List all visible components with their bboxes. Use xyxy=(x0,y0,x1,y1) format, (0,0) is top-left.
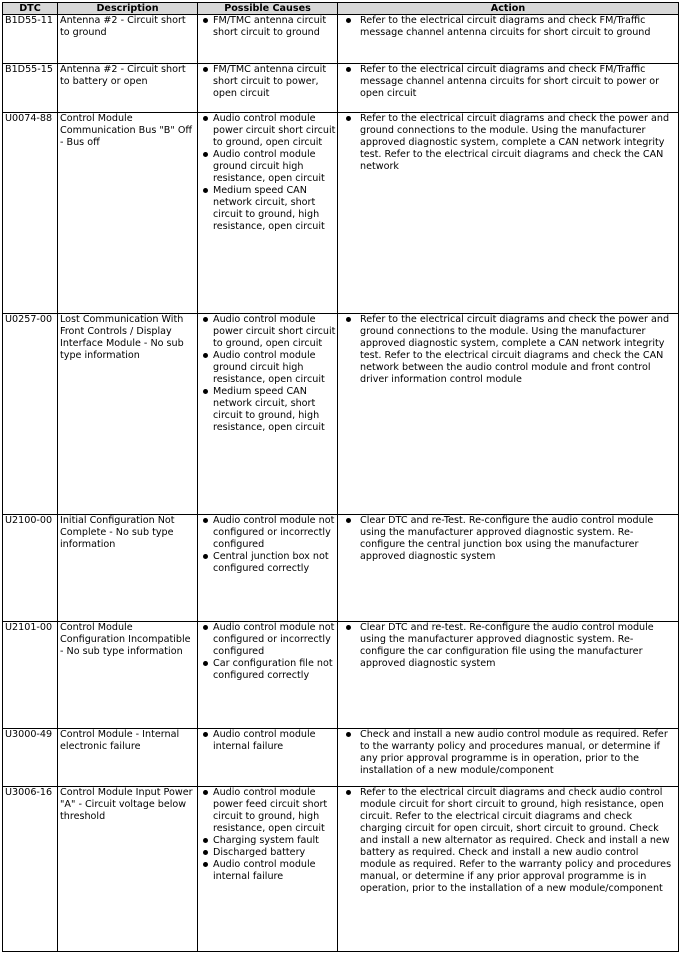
possible-cause-item: Audio control module power feed circuit short circuit to ground, high resistance, open circuit xyxy=(200,787,336,835)
dtc-description: Control Module Configuration Incompatible - No sub type information xyxy=(58,622,198,729)
action-cell xyxy=(338,15,679,64)
dtc-code: U0257-00 xyxy=(3,314,58,515)
dtc-code: B1D55-15 xyxy=(3,64,58,113)
possible-causes-list xyxy=(200,729,336,753)
table-body xyxy=(3,15,679,952)
table-row xyxy=(3,515,679,622)
possible-causes-list xyxy=(200,113,336,233)
table-row xyxy=(3,787,679,952)
table-row xyxy=(3,622,679,729)
possible-cause-item: Discharged battery xyxy=(200,847,336,859)
possible-causes-list xyxy=(200,622,336,682)
action-list xyxy=(340,515,677,563)
possible-cause-item: FM/TMC antenna circuit short circuit to power, open circuit xyxy=(200,64,336,100)
possible-causes-list xyxy=(200,15,336,39)
action-item: Refer to the electrical circuit diagrams and check the power and ground connections to the module. Using the manufacturer approved diagnostic system, complete a CAN network integrity test. Refer to the electrical circuit diagrams and check the CAN network between the audio control module and front control driver information control module xyxy=(340,314,677,386)
action-list xyxy=(340,64,677,100)
possible-causes-cell xyxy=(198,64,338,113)
possible-cause-item: Medium speed CAN network circuit, short circuit to ground, high resistance, open circuit xyxy=(200,386,336,434)
table-header xyxy=(3,3,679,15)
action-list xyxy=(340,113,677,173)
possible-causes-cell xyxy=(198,314,338,515)
dtc-description: Lost Communication With Front Controls / Display Interface Module - No sub type information xyxy=(58,314,198,515)
dtc-code: U3000-49 xyxy=(3,729,58,787)
possible-cause-item: Audio control module internal failure xyxy=(200,859,336,883)
possible-causes-cell xyxy=(198,622,338,729)
action-cell xyxy=(338,515,679,622)
dtc-description: Control Module Input Power "A" - Circuit voltage below threshold xyxy=(58,787,198,952)
dtc-table xyxy=(2,2,679,952)
header-possible-causes: Possible Causes xyxy=(198,3,338,15)
action-list xyxy=(340,314,677,386)
action-cell xyxy=(338,787,679,952)
action-cell xyxy=(338,314,679,515)
possible-causes-cell xyxy=(198,729,338,787)
header-action: Action xyxy=(338,3,679,15)
possible-cause-item: Car configuration file not configured correctly xyxy=(200,658,336,682)
dtc-description: Initial Configuration Not Complete - No sub type information xyxy=(58,515,198,622)
action-cell xyxy=(338,113,679,314)
header-description: Description xyxy=(58,3,198,15)
dtc-description: Antenna #2 - Circuit short to battery or open xyxy=(58,64,198,113)
table-row xyxy=(3,113,679,314)
possible-causes-cell xyxy=(198,15,338,64)
possible-cause-item: FM/TMC antenna circuit short circuit to ground xyxy=(200,15,336,39)
action-item: Refer to the electrical circuit diagrams and check FM/Traffic message channel antenna circuits for short circuit to power or open circuit xyxy=(340,64,677,100)
possible-cause-item: Central junction box not configured correctly xyxy=(200,551,336,575)
possible-cause-item: Audio control module ground circuit high resistance, open circuit xyxy=(200,149,336,185)
action-list xyxy=(340,15,677,39)
dtc-code: U0074-88 xyxy=(3,113,58,314)
possible-cause-item: Audio control module not configured or incorrectly configured xyxy=(200,515,336,551)
action-list xyxy=(340,787,677,895)
possible-causes-cell xyxy=(198,515,338,622)
possible-causes-cell xyxy=(198,787,338,952)
table-row xyxy=(3,729,679,787)
dtc-code: U2101-00 xyxy=(3,622,58,729)
possible-cause-item: Audio control module power circuit short circuit to ground, open circuit xyxy=(200,314,336,350)
action-item: Check and install a new audio control module as required. Refer to the warranty policy and procedures manual, or determine if any prior approval programme is in operation, prior to the installation of a new module/component xyxy=(340,729,677,777)
possible-causes-list xyxy=(200,314,336,434)
possible-cause-item: Audio control module power circuit short circuit to ground, open circuit xyxy=(200,113,336,149)
action-item: Refer to the electrical circuit diagrams and check audio control module circuit for short circuit to ground, high resistance, open circuit. Refer to the electrical circuit diagrams and check charging circuit for open circuit, short circuit to ground. Check and install a new alternator as required. Check and install a new battery as required. Check and install a new audio control module as required. Refer to the warranty policy and procedures manual, or determine if any prior approval programme is in operation, prior to the installation of a new module/component xyxy=(340,787,677,895)
dtc-description: Antenna #2 - Circuit short to ground xyxy=(58,15,198,64)
dtc-code: B1D55-11 xyxy=(3,15,58,64)
table-row xyxy=(3,64,679,113)
possible-cause-item: Audio control module ground circuit high resistance, open circuit xyxy=(200,350,336,386)
dtc-code: U3006-16 xyxy=(3,787,58,952)
table-row xyxy=(3,314,679,515)
action-item: Clear DTC and re-Test. Re-configure the audio control module using the manufacturer approved diagnostic system. Re-configure the central junction box using the manufacturer approved diagnostic system xyxy=(340,515,677,563)
table-row xyxy=(3,15,679,64)
action-cell xyxy=(338,729,679,787)
possible-causes-cell xyxy=(198,113,338,314)
action-cell xyxy=(338,622,679,729)
header-dtc: DTC xyxy=(3,3,58,15)
possible-causes-list xyxy=(200,64,336,100)
header-row xyxy=(3,3,679,15)
possible-cause-item: Medium speed CAN network circuit, short circuit to ground, high resistance, open circuit xyxy=(200,185,336,233)
action-cell xyxy=(338,64,679,113)
dtc-description: Control Module - Internal electronic failure xyxy=(58,729,198,787)
possible-cause-item: Charging system fault xyxy=(200,835,336,847)
action-item: Refer to the electrical circuit diagrams and check FM/Traffic message channel antenna circuits for short circuit to ground xyxy=(340,15,677,39)
possible-causes-list xyxy=(200,515,336,575)
dtc-code: U2100-00 xyxy=(3,515,58,622)
action-item: Refer to the electrical circuit diagrams and check the power and ground connections to the module. Using the manufacturer approved diagnostic system, complete a CAN network integrity test. Refer to the electrical circuit diagrams and check the CAN network xyxy=(340,113,677,173)
possible-cause-item: Audio control module not configured or incorrectly configured xyxy=(200,622,336,658)
action-list xyxy=(340,622,677,670)
action-list xyxy=(340,729,677,777)
dtc-description: Control Module Communication Bus "B" Off - Bus off xyxy=(58,113,198,314)
possible-cause-item: Audio control module internal failure xyxy=(200,729,336,753)
possible-causes-list xyxy=(200,787,336,883)
action-item: Clear DTC and re-test. Re-configure the audio control module using the manufacturer approved diagnostic system. Re-configure the car configuration file using the manufacturer approved diagnostic system xyxy=(340,622,677,670)
